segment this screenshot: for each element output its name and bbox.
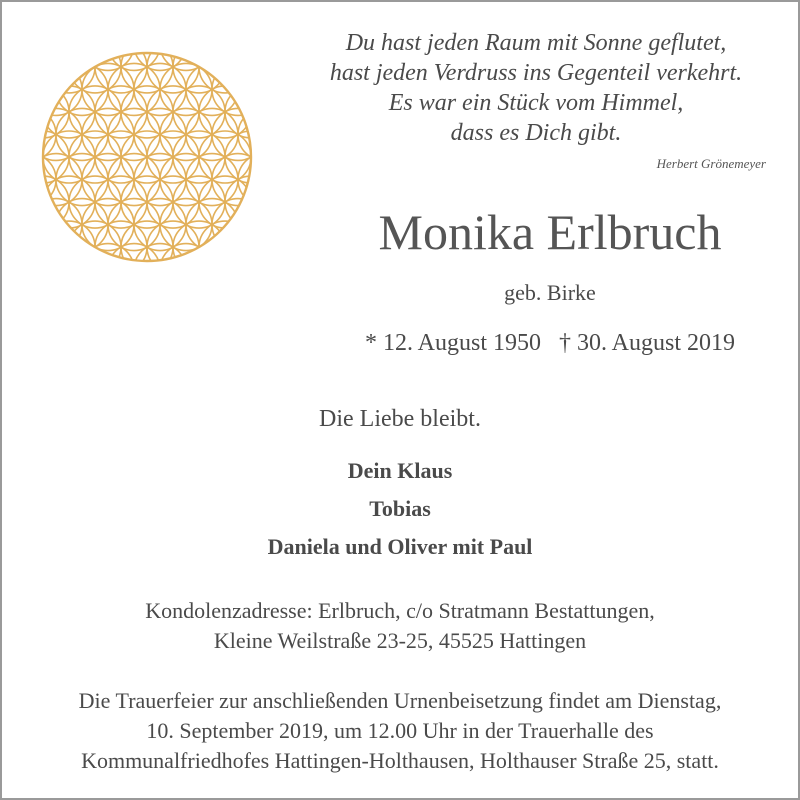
- poem-author: Herbert Grönemeyer: [656, 156, 766, 171]
- poem-line: dass es Dich gibt.: [450, 120, 622, 146]
- maiden-name: geb. Birke: [504, 280, 596, 305]
- family-member: Daniela und Oliver mit Paul: [267, 534, 533, 559]
- poem: [290, 28, 782, 148]
- family-list: [0, 452, 800, 566]
- poem-line: hast jeden Verdruss ins Gegenteil verkehrt.: [329, 60, 743, 86]
- family-member: Tobias: [369, 496, 431, 521]
- life-dates: [300, 330, 800, 357]
- funeral-line: 10. September 2019, um 12.00 Uhr in der Trauerhalle des: [146, 718, 654, 743]
- funeral-line: Die Trauerfeier zur anschließenden Urnenbeisetzung findet am Dienstag,: [78, 688, 722, 713]
- poem-line: Es war ein Stück vom Himmel,: [388, 90, 684, 116]
- poem-line: Du hast jeden Raum mit Sonne geflutet,: [345, 30, 727, 56]
- funeral-line: Kommunalfriedhofes Hattingen-Holthausen, Holthauser Straße 25, statt.: [81, 748, 719, 773]
- deceased-name: Monika Erlbruch: [378, 204, 722, 260]
- motto: Die Liebe bleibt.: [319, 406, 481, 432]
- condolence-line: Kleine Weilstraße 23-25, 45525 Hattingen: [213, 628, 587, 653]
- condolence-line: Kondolenzadresse: Erlbruch, c/o Stratmann Bestattungen,: [145, 598, 655, 623]
- condolence-address: [0, 596, 800, 656]
- death-date: † 30. August 2019: [559, 330, 736, 356]
- flower-of-life-icon: [40, 50, 254, 264]
- birth-date: * 12. August 1950: [364, 330, 541, 356]
- funeral-info: [0, 686, 800, 776]
- family-member: Dein Klaus: [347, 458, 453, 483]
